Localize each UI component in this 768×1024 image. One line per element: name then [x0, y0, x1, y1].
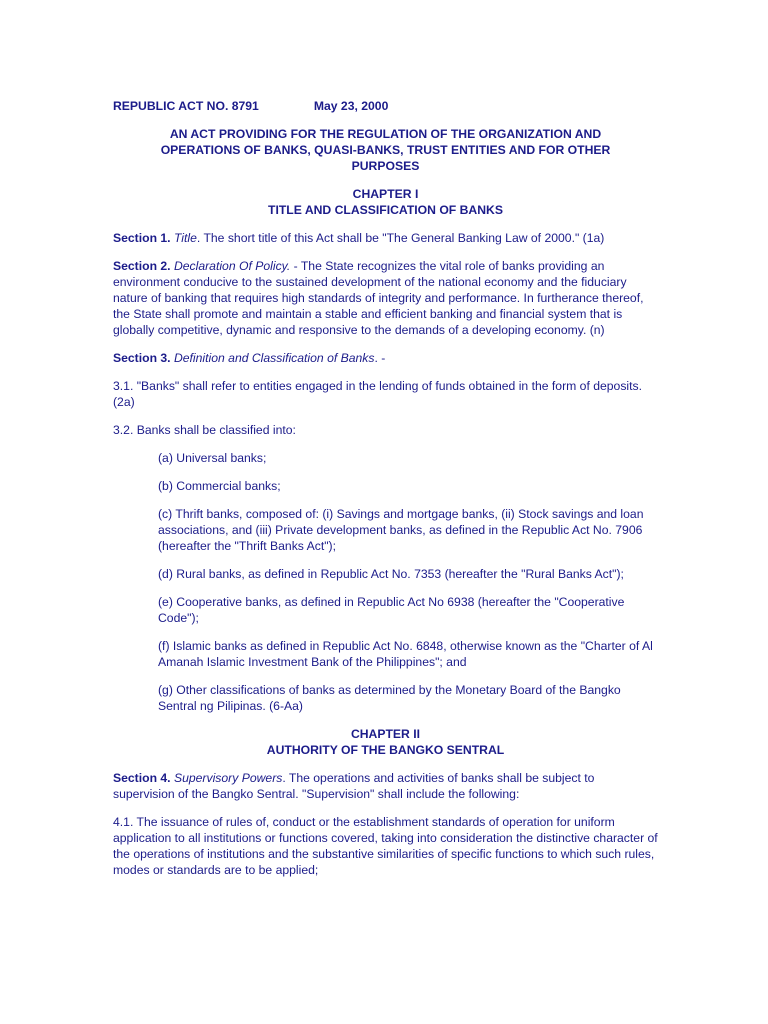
- act-title-line: PURPOSES: [351, 159, 420, 173]
- bank-class-item: (f) Islamic banks as defined in Republic Act No. 6848, otherwise known as the "Charter of Al Amanah Islamic Investment Bank of the Philippines"; and: [158, 639, 653, 669]
- section-1: [113, 230, 658, 246]
- bank-class-item: (b) Commercial banks;: [158, 479, 281, 493]
- section-label: Section 4.: [113, 771, 171, 785]
- subsection-3-1: 3.1. "Banks" shall refer to entities engaged in the lending of funds obtained in the form of deposits. (2a): [113, 379, 642, 409]
- section-label: Section 3.: [113, 351, 171, 365]
- chapter-title: AUTHORITY OF THE BANGKO SENTRAL: [266, 743, 505, 757]
- bank-class-item: (d) Rural banks, as defined in Republic Act No. 7353 (hereafter the "Rural Banks Act");: [158, 567, 624, 581]
- act-number: REPUBLIC ACT NO. 8791: [113, 99, 259, 113]
- chapter-heading: [113, 186, 658, 218]
- section-text: . -: [374, 351, 386, 365]
- section-text: . The operations and activities of banks shall be subject to supervision of the Bangko Sentral. "Supervision" shall include the following:: [113, 771, 595, 801]
- act-header: [113, 98, 658, 114]
- section-heading: Supervisory Powers: [173, 771, 283, 785]
- section-text: - The State recognizes the vital role of banks providing an environment conducive to the sustained development of the national economy and the fiduciary nature of banking that requires high standards of integrity and performance. In furtherance thereof, the State shall promote and maintain a stable and efficient banking and financial system that is globally competitive, dynamic and responsive to the demands of a developing economy. (n): [113, 259, 644, 337]
- section-3: [113, 350, 658, 366]
- section-text: . The short title of this Act shall be "The General Banking Law of 2000." (1a): [196, 231, 605, 245]
- chapter-number: CHAPTER II: [350, 727, 421, 741]
- act-title: [113, 126, 658, 174]
- section-heading: Definition and Classification of Banks: [173, 351, 375, 365]
- bank-class-item: (a) Universal banks;: [158, 451, 267, 465]
- act-title-line: OPERATIONS OF BANKS, QUASI-BANKS, TRUST ENTITIES AND FOR OTHER: [160, 143, 611, 157]
- bank-class-item: (c) Thrift banks, composed of: (i) Savings and mortgage banks, (ii) Stock savings and loan associations, and (iii) Private development banks, as defined in the Republic Act No. 7906 (hereafter the "Thrift Banks Act");: [158, 507, 644, 553]
- section-heading: Title: [173, 231, 197, 245]
- chapter-number: CHAPTER I: [352, 187, 419, 201]
- bank-class-item: (e) Cooperative banks, as defined in Republic Act No 6938 (hereafter the "Cooperative Code");: [158, 595, 625, 625]
- section-heading: Declaration Of Policy.: [173, 259, 291, 273]
- act-date: May 23, 2000: [313, 99, 389, 113]
- chapter-title: TITLE AND CLASSIFICATION OF BANKS: [268, 203, 503, 217]
- section-2: [113, 258, 658, 338]
- chapter-heading: [113, 726, 658, 758]
- section-label: Section 1.: [113, 231, 171, 245]
- section-4: [113, 770, 658, 802]
- section-label: Section 2.: [113, 259, 171, 273]
- subsection-4-1: 4.1. The issuance of rules of, conduct or the establishment standards of operation for uniform application to all institutions or functions covered, taking into consideration the distinctive character of the operations of institutions and the substantive similarities of specific functions to which such rules, modes or standards are to be applied;: [113, 815, 658, 877]
- act-title-line: AN ACT PROVIDING FOR THE REGULATION OF THE ORGANIZATION AND: [169, 127, 602, 141]
- subsection-3-2: 3.2. Banks shall be classified into:: [113, 423, 296, 437]
- bank-class-item: (g) Other classifications of banks as determined by the Monetary Board of the Bangko Sentral ng Pilipinas. (6-Aa): [158, 683, 621, 713]
